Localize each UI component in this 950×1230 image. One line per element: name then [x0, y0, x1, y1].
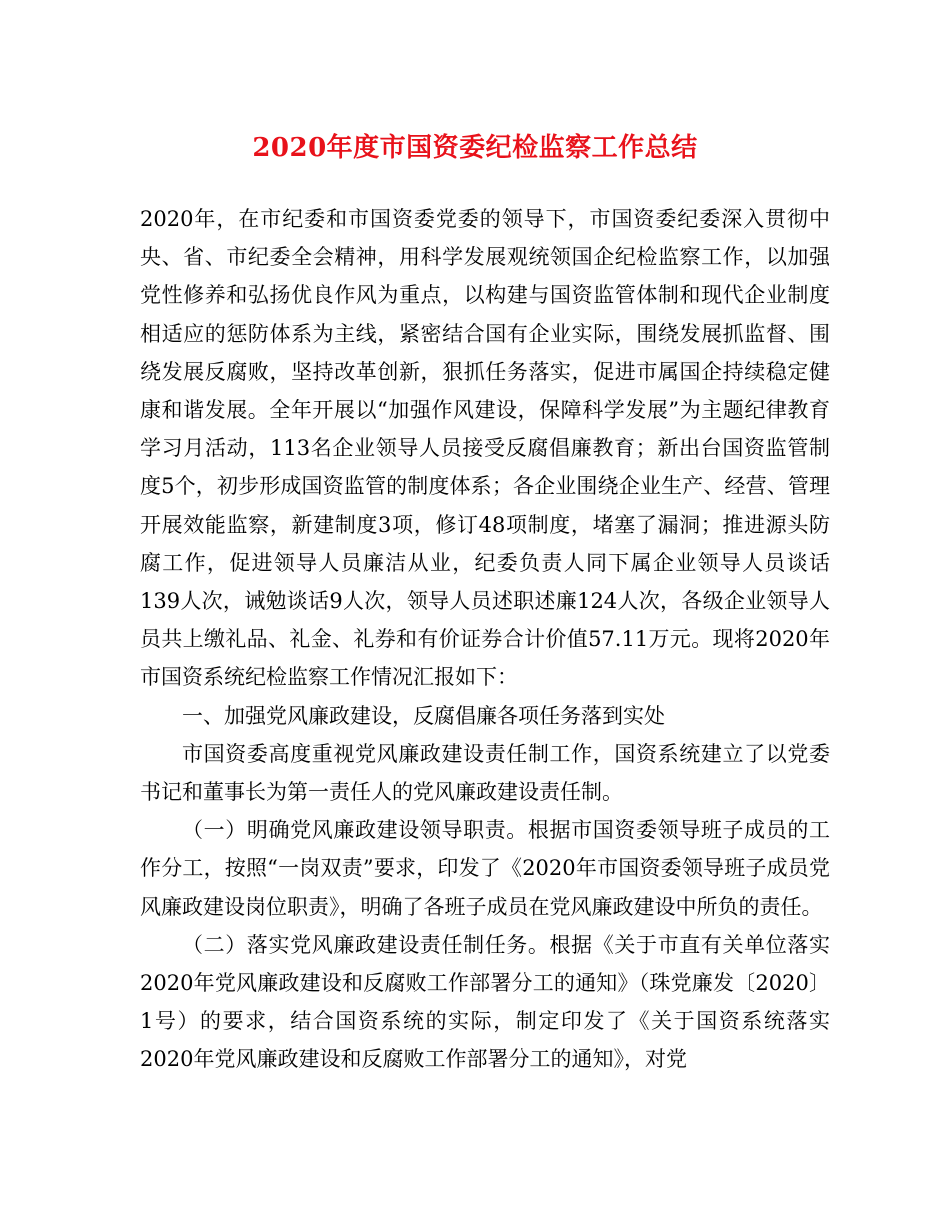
section-heading-1: 一、加强党风廉政建设，反腐倡廉各项任务落到实处 — [182, 703, 665, 728]
paragraph-intro: 2020年，在市纪委和市国资委党委的领导下，市国资委纪委深入贯彻中央、省、市纪委全会精神，用科学发展观统领国企纪检监察工作，以加强党性修养和弘扬优良作风为重点，以构建与国资监管体制和现代企业制度相适应的惩防体系为主线，紧密结合国有企业实际，围绕发展抓监督、围绕发展反腐败，坚持改革创新，狠抓任务落实，促进市属国企持续稳定健康和谐发展。全年开展以“加强作风建设，保障科学发展”为主题纪律教育学习月活动，113名企业领导人员接受反腐倡廉教育；新出台国资监管制度5个，初步形成国资监管的制度体系；各企业围绕企业生产、经营、管理开展效能监察，新建制度3项，修订48项制度，堵塞了漏洞；推进源头防腐工作，促进领导人员廉洁从业，纪委负责人同下属企业领导人员谈话139人次，诫勉谈话9人次，领导人员述职述廉124人次，各级企业领导人员共上缴礼品、礼金、礼券和有价证券合计价值57.11万元。现将2020年市国资系统纪检监察工作情况汇报如下： — [140, 207, 830, 690]
paragraph-item-1: （一）明确党风廉政建设领导职责。根据市国资委领导班子成员的工作分工，按照“一岗双责”要求，印发了《2020年市国资委领导班子成员党风廉政建设岗位职责》，明确了各班子成员在党风廉政建设中所负的责任。 — [140, 818, 830, 919]
paragraph-section-1: 市国资委高度重视党风廉政建设责任制工作，国资系统建立了以党委书记和董事长为第一责任人的党风廉政建设责任制。 — [140, 741, 830, 805]
document-title: 2020年度市国资委纪检监察工作总结 — [252, 133, 698, 163]
document-body — [140, 200, 830, 1079]
paragraph-item-2: （二）落实党风廉政建设责任制任务。根据《关于市直有关单位落实2020年党风廉政建设和反腐败工作部署分工的通知》（珠党廉发〔2020〕1号）的要求，结合国资系统的实际，制定印发了《关于国资系统落实2020年党风廉政建设和反腐败工作部署分工的通知》，对党 — [140, 932, 830, 1072]
